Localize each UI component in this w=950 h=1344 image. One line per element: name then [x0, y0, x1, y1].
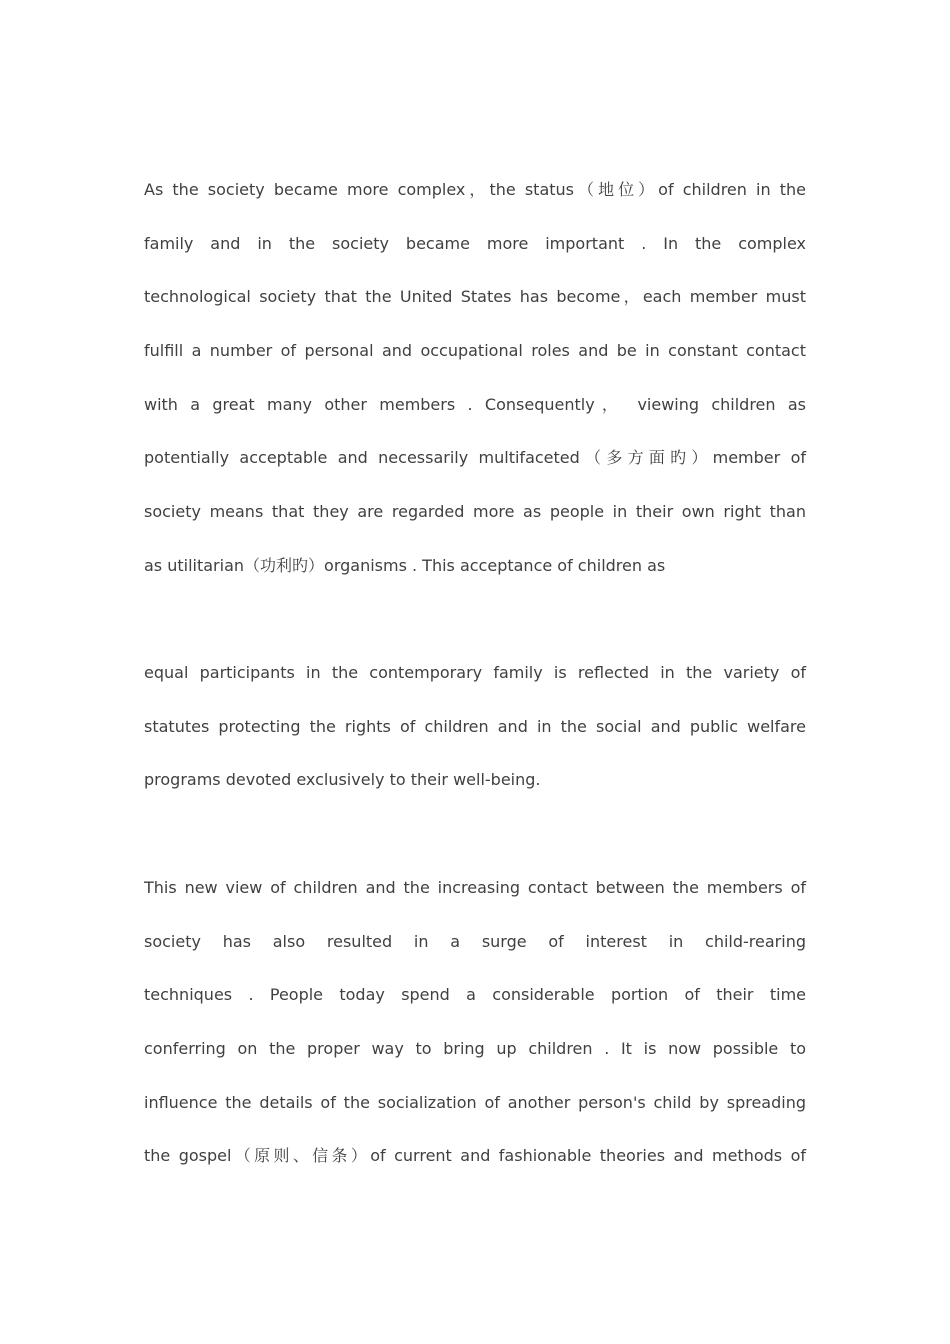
text-line: as utilitarian（功利旳）organisms . This acceptance of children as: [144, 555, 666, 575]
text-line: society means that they are regarded more as people in their own right than: [144, 502, 806, 522]
text-line: family and in the society became more important . In the complex: [144, 233, 806, 253]
paragraph-3: [144, 861, 806, 1183]
text-line: equal participants in the contemporary family is reflected in the variety of: [144, 663, 806, 682]
paragraph-1: [144, 163, 806, 593]
text-line: statutes protecting the rights of children and in the social and public welfare: [144, 716, 806, 736]
text-line: potentially acceptable and necessarily multifaceted（多方面旳）member of: [144, 448, 806, 468]
text-line: technological society that the United States has become，each member must: [144, 287, 806, 307]
text-line: conferring on the proper way to bring up children . It is now possible to: [144, 1039, 806, 1059]
text-line: programs devoted exclusively to their well-being.: [144, 770, 541, 790]
text-line: As the society became more complex，the status（地位）of children in the: [144, 180, 806, 199]
paragraph-2: [144, 646, 806, 807]
text-line: fulfill a number of personal and occupational roles and be in constant contact: [144, 341, 806, 361]
text-line: the gospel（原则、信条）of current and fashionable theories and methods of: [144, 1146, 806, 1166]
text-line: society has also resulted in a surge of interest in child-rearing: [144, 931, 806, 951]
text-line: influence the details of the socialization of another person's child by spreading: [144, 1092, 806, 1112]
text-line: with a great many other members . Consequently， viewing children as: [144, 394, 806, 414]
text-line: techniques . People today spend a considerable portion of their time: [144, 985, 806, 1005]
text-line: This new view of children and the increasing contact between the members of: [144, 878, 806, 897]
